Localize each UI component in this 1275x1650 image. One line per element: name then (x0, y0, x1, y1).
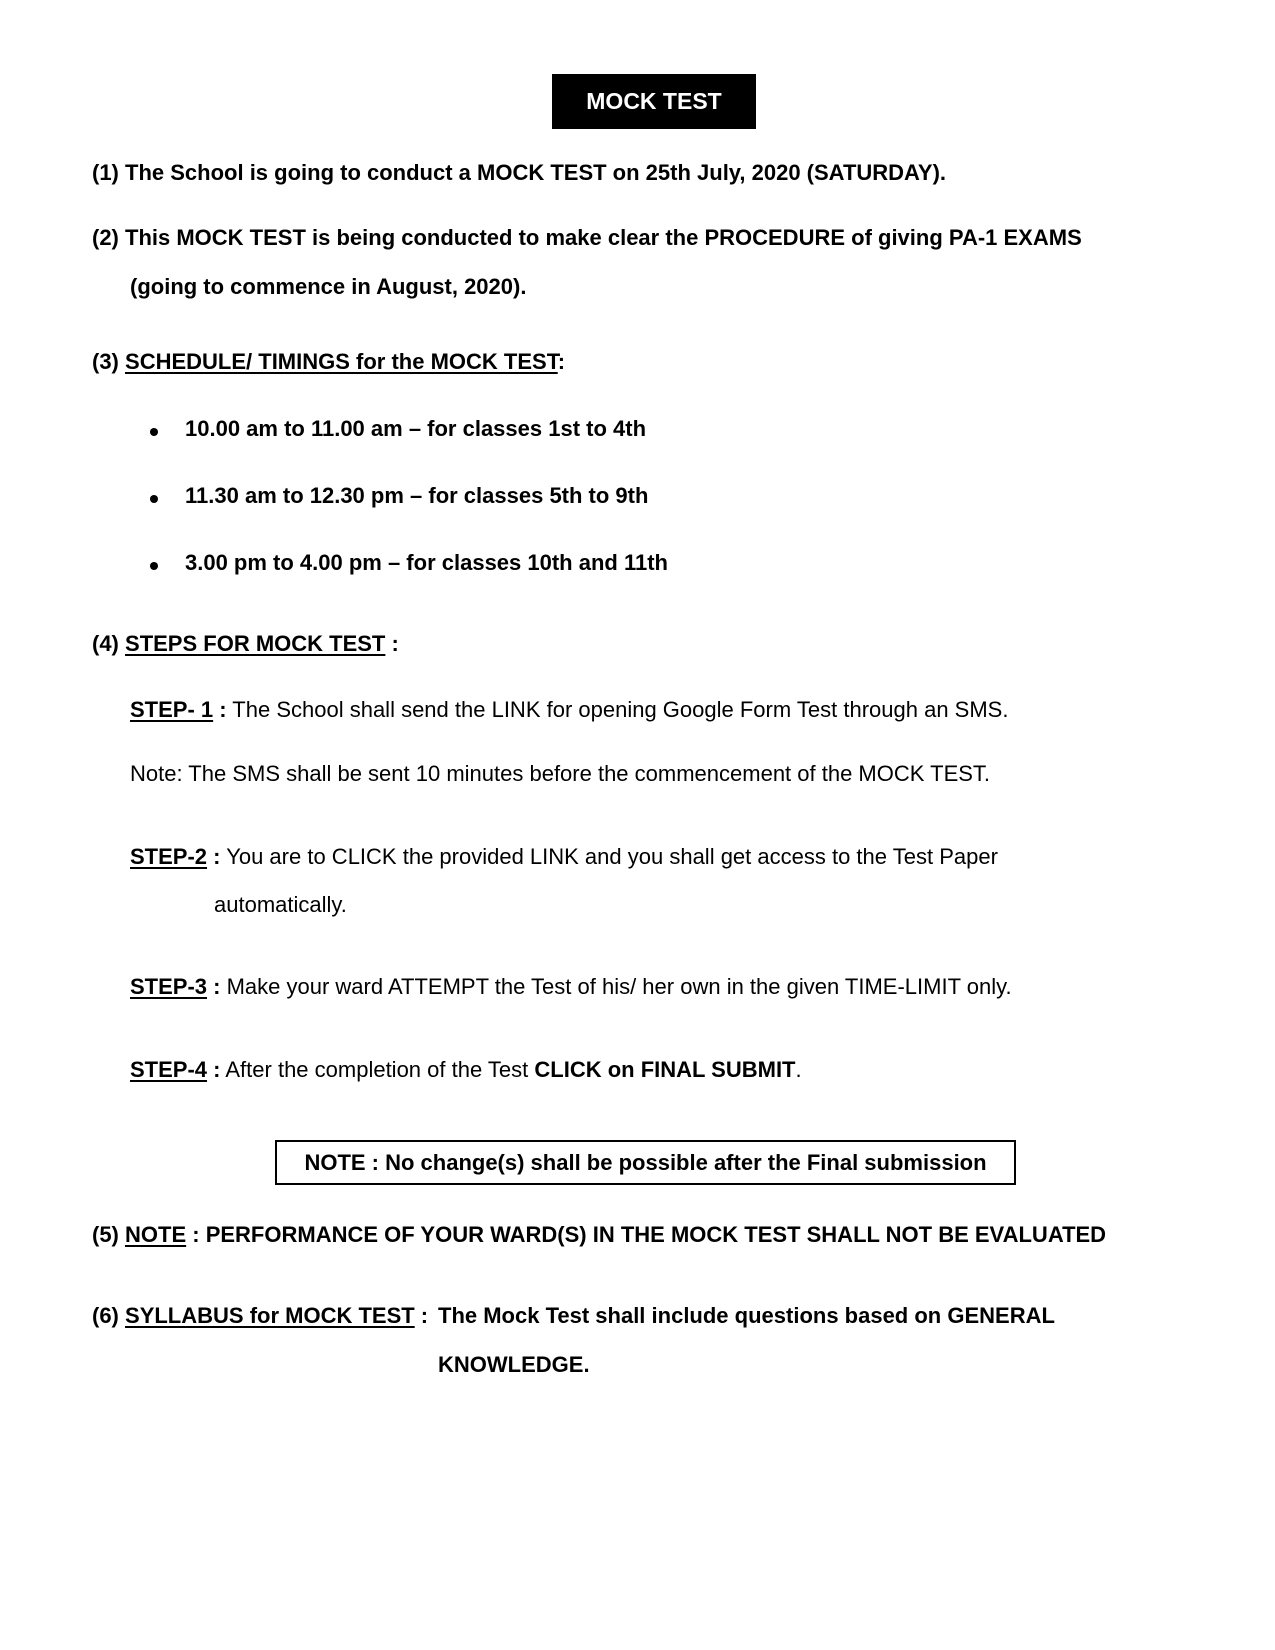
step-1 (130, 695, 1008, 725)
step-2-continuation: automatically. (214, 892, 347, 917)
item-2-line-1: This MOCK TEST is being conducted to make clear the PROCEDURE of giving PA-1 EXAMS (125, 225, 1082, 250)
step-label: STEP- 1 (130, 697, 214, 722)
bullet-icon (150, 562, 158, 570)
step-separator: : (207, 974, 221, 999)
item-number: (1) (92, 160, 119, 185)
item-number: (5) (92, 1222, 119, 1247)
item-1 (92, 158, 946, 188)
syllabus-separator: : (414, 1303, 429, 1328)
item-6 (92, 1301, 428, 1331)
item-5-text: : PERFORMANCE OF YOUR WARD(S) IN THE MOCK TEST SHALL NOT BE EVALUATED (186, 1222, 1107, 1247)
step-text: You are to CLICK the provided LINK and you shall get access to the Test Paper (220, 844, 998, 869)
step-3 (130, 972, 1012, 1002)
step-text: After the completion of the Test (220, 1057, 535, 1082)
step-separator: : (207, 1057, 221, 1082)
syllabus-line-2: KNOWLEDGE. (438, 1352, 590, 1377)
step-bold-text: CLICK on FINAL SUBMIT (534, 1057, 796, 1082)
item-number: (4) (92, 631, 119, 656)
heading-colon: : (385, 631, 399, 656)
schedule-item: 3.00 pm to 4.00 pm – for classes 10th and 11th (185, 550, 668, 575)
item-1-text: The School is going to conduct a MOCK TEST on 25th July, 2020 (SATURDAY). (125, 160, 947, 185)
item-number: (6) (92, 1303, 119, 1328)
item-2 (92, 223, 1082, 253)
syllabus-label: SYLLABUS for MOCK TEST (125, 1303, 415, 1328)
page-title: MOCK TEST (552, 74, 756, 129)
item-number: (3) (92, 349, 119, 374)
step-separator: : (207, 844, 221, 869)
step-label: STEP-2 (130, 844, 208, 869)
bullet-icon (150, 495, 158, 503)
note-label: NOTE (125, 1222, 187, 1247)
step-end: . (795, 1057, 802, 1082)
schedule-item: 10.00 am to 11.00 am – for classes 1st to 4th (185, 416, 647, 441)
step-separator: : (213, 697, 227, 722)
steps-heading: STEPS FOR MOCK TEST (125, 631, 386, 656)
final-submission-note-box: NOTE : No change(s) shall be possible after the Final submission (275, 1140, 1016, 1185)
item-4-heading-row (92, 629, 399, 659)
bullet-icon (150, 428, 158, 436)
schedule-heading: SCHEDULE/ TIMINGS for the MOCK TEST (125, 349, 558, 374)
syllabus-line-1: The Mock Test shall include questions based on GENERAL (438, 1303, 1055, 1328)
item-number: (2) (92, 225, 119, 250)
schedule-item: 11.30 am to 12.30 pm – for classes 5th to 9th (185, 483, 649, 508)
step-4 (130, 1055, 802, 1085)
step-label: STEP-4 (130, 1057, 208, 1082)
item-2-line-2: (going to commence in August, 2020). (130, 274, 527, 299)
item-5 (92, 1220, 1106, 1250)
step-text: Make your ward ATTEMPT the Test of his/ her own in the given TIME-LIMIT only. (220, 974, 1012, 999)
step-2 (130, 842, 998, 872)
heading-colon: : (557, 349, 566, 374)
item-3-heading-row (92, 347, 565, 377)
step-text: The School shall send the LINK for opening Google Form Test through an SMS. (226, 697, 1009, 722)
step-1-note: Note: The SMS shall be sent 10 minutes before the commencement of the MOCK TEST. (130, 761, 991, 786)
step-label: STEP-3 (130, 974, 208, 999)
